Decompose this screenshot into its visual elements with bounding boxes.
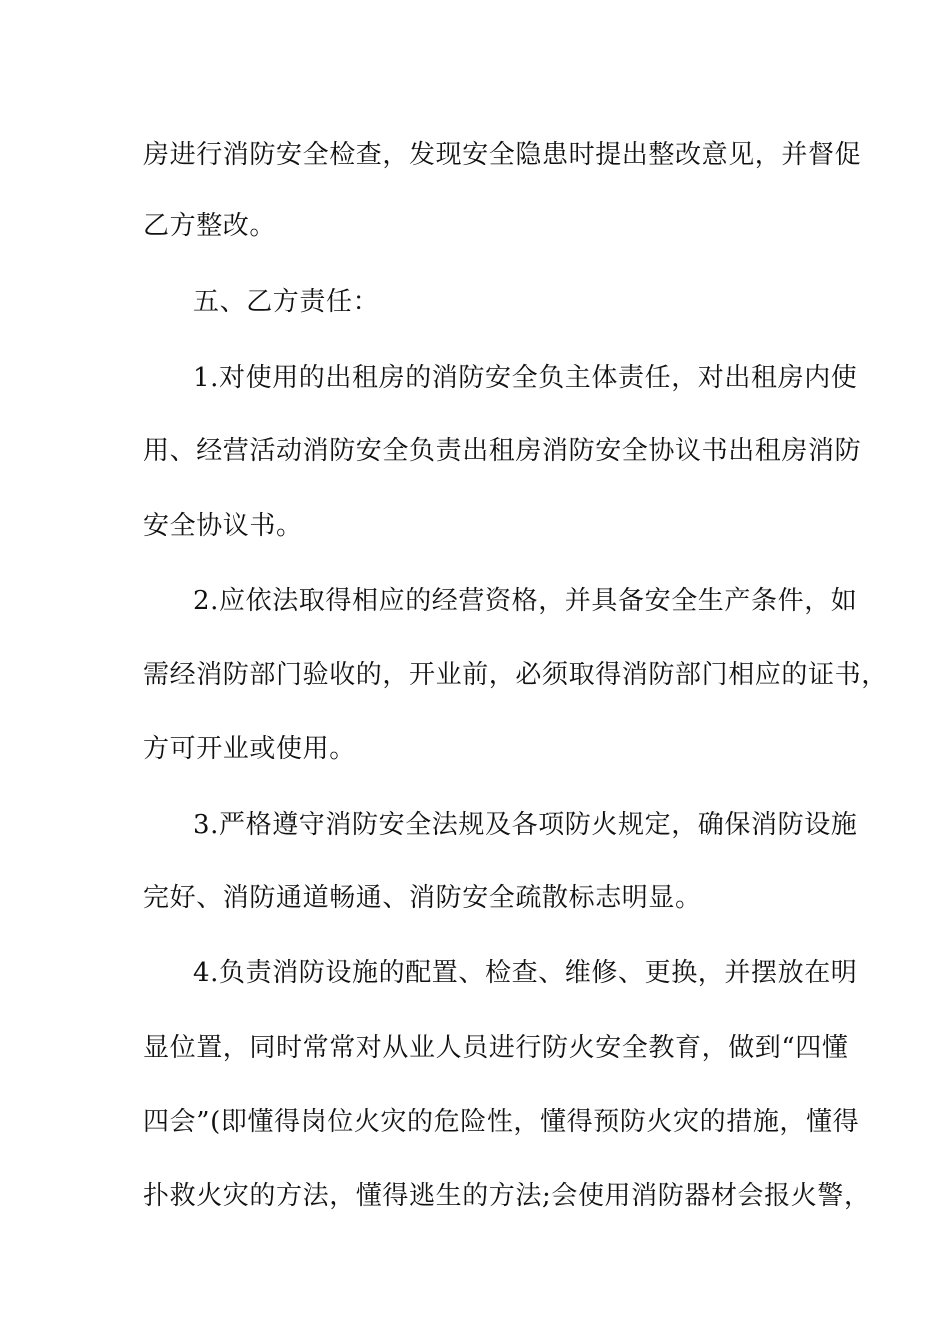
text-line: 3.严格遵守消防安全法规及各项防火规定，确保消防设施 <box>193 810 858 840</box>
text-line: 乙方整改。 <box>143 211 277 241</box>
text-line: 方可开业或使用。 <box>143 734 356 764</box>
text-line: 扑救火灾的方法，懂得逃生的方法;会使用消防器材会报火警， <box>143 1181 871 1211</box>
text-line: 需经消防部门验收的，开业前，必须取得消防部门相应的证书， <box>143 660 888 690</box>
section-heading: 五、乙方责任： <box>193 287 380 317</box>
text-line: 房进行消防安全检查，发现安全隐患时提出整改意见，并督促 <box>143 140 862 170</box>
text-line: 4.负责消防设施的配置、检查、维修、更换，并摆放在明 <box>193 958 858 988</box>
text-line: 四会”(即懂得岗位火灾的危险性，懂得预防火灾的措施，懂得 <box>143 1107 860 1137</box>
text-line: 显位置，同时常常对从业人员进行防火安全教育，做到“四懂 <box>143 1033 849 1063</box>
text-line: 用、经营活动消防安全负责出租房消防安全协议书出租房消防 <box>143 436 862 466</box>
text-line: 安全协议书。 <box>143 511 303 541</box>
text-line: 完好、消防通道畅通、消防安全疏散标志明显。 <box>143 883 702 913</box>
text-line: 1.对使用的出租房的消防安全负主体责任，对出租房内使 <box>193 363 858 393</box>
text-line: 2.应依法取得相应的经营资格，并具备安全生产条件，如 <box>193 586 858 616</box>
